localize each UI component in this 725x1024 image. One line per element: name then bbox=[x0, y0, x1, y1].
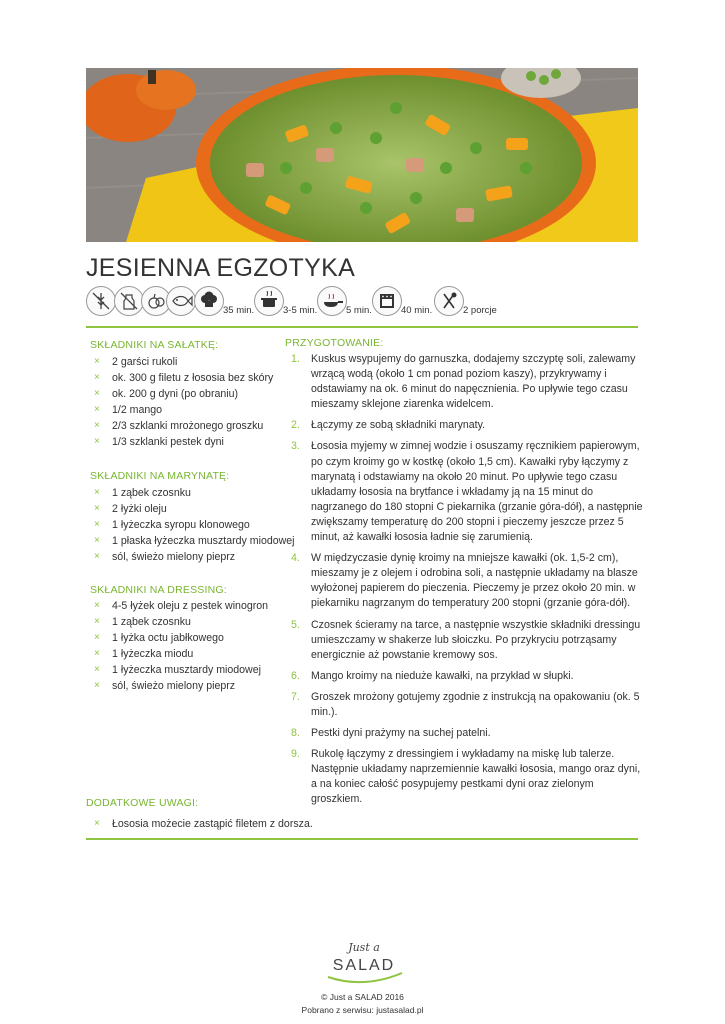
notes-heading: DODATKOWE UWAGI: bbox=[86, 797, 199, 809]
just-a-salad-logo bbox=[322, 937, 406, 989]
no-gluten-icon bbox=[86, 286, 116, 316]
notes-list bbox=[86, 816, 313, 832]
logo-top-text: Just a bbox=[348, 941, 380, 954]
preparation-heading: PRZYGOTOWANIE: bbox=[285, 337, 384, 349]
list-item: × 1 płaska łyżeczka musztardy miodowej bbox=[86, 533, 295, 549]
list-item: × 1 ząbek czosnku bbox=[86, 614, 268, 630]
step-item bbox=[285, 418, 645, 433]
list-item: × 2 łyżki oleju bbox=[86, 501, 295, 517]
step-item bbox=[285, 352, 645, 412]
hero-salad-photo bbox=[86, 68, 638, 242]
list-item: × ok. 300 g filetu z łososia bez skóry bbox=[86, 370, 273, 386]
step-text: Łączymy ze sobą składniki marynaty. bbox=[311, 419, 486, 432]
step-item bbox=[285, 669, 645, 684]
list-item: × 2 garści rukoli bbox=[86, 354, 273, 370]
marinade-ingredients-heading: SKŁADNIKI NA MARYNATĘ: bbox=[90, 470, 230, 482]
step-text: Groszek mrożony gotujemy zgodnie z instrukcją na opakowaniu (ok. 5 min.). bbox=[311, 690, 640, 718]
step-text: Czosnek ścieramy na tarce, a następnie wszystkie składniki dressingu umieszczamy w shakerze lub słoiczku. Po przykryciu potrząsamy energicznie aż powstanie kremowy sos. bbox=[311, 618, 641, 661]
step-item bbox=[285, 618, 645, 663]
list-item: × 2/3 szklanki mrożonego groszku bbox=[86, 418, 273, 434]
salad-ingredients-heading: SKŁADNIKI NA SAŁATKĘ: bbox=[90, 339, 219, 351]
list-item: × 1 ząbek czosnku bbox=[86, 485, 295, 501]
oven-icon bbox=[372, 286, 402, 316]
pot-icon bbox=[254, 286, 284, 316]
list-item: × 1 łyżeczka syropu klonowego bbox=[86, 517, 295, 533]
list-item: × 1 łyżka octu jabłkowego bbox=[86, 630, 268, 646]
cutlery-icon bbox=[434, 286, 464, 316]
step-item bbox=[285, 726, 645, 741]
step-number: 2. bbox=[291, 419, 300, 432]
step-text: W międzyczasie dynię kroimy na mniejsze kawałki (ok. 1,5-2 cm), mieszamy je z olejem i odrobina soli, a następnie układamy na blasze wyłożonej papierem do pieczenia. Pieczemy je przez około 20 min. w piekarniku nagrzanym do temperatury 200 stopni (grzanie góra-dół). bbox=[311, 552, 638, 610]
list-item: × 1/2 mango bbox=[86, 402, 273, 418]
step-number: 4. bbox=[291, 552, 300, 565]
step-text: Pestki dyni prażymy na suchej patelni. bbox=[311, 727, 491, 740]
list-item: × 1 łyżeczka miodu bbox=[86, 646, 268, 662]
pan-icon bbox=[317, 286, 347, 316]
dressing-ingredients-heading: SKŁADNIKI NA DRESSING: bbox=[90, 584, 227, 596]
divider-bottom bbox=[86, 838, 638, 840]
list-item: × 4-5 łyżek oleju z pestek winogron bbox=[86, 598, 268, 614]
dressing-ingredients-list bbox=[86, 598, 268, 694]
no-lactose-icon bbox=[114, 286, 144, 316]
step-number: 6. bbox=[291, 669, 300, 682]
step-text: Łososia myjemy w zimnej wodzie i osuszamy ręcznikiem papierowym, po czym kroimy go w kostkę (około 1,5 cm). Kawałki ryby łączymy z marynatą i odstawiamy na około 20 minut. Po upływie tego czasu układamy łososia na brytfance i wkładamy ją na 15 minut do nagrzanego do 180 stopni C piekarnika (grzanie góra-dół), a następnie zwiększamy temperaturę do 200 stopni i pieczemy jeszcze przez 5 minut, aż kawałki łososia ładnie się zarumienią. bbox=[311, 440, 643, 544]
step-text: Mango kroimy na nieduże kawałki, na przykład w słupki. bbox=[311, 669, 574, 682]
preparation-steps bbox=[285, 352, 645, 814]
step-text: Kuskus wsypujemy do garnuszka, dodajemy szczyptę soli, zalewamy wrzącą wodą (około 1 cm ponad poziom kaszy), przykrywamy i odstawiamy na ok. 6 minut do napęcznienia. Po upływie tego czasu mieszamy sklejone ziarenka widelcem. bbox=[311, 353, 636, 411]
logo-bottom-text: SALAD bbox=[332, 957, 396, 974]
bake-time: 40 min. bbox=[401, 305, 433, 316]
step-number: 3. bbox=[291, 440, 300, 453]
step-number: 1. bbox=[291, 353, 300, 365]
salad-ingredients-list bbox=[86, 354, 273, 450]
step-item bbox=[285, 551, 645, 611]
recipe-title: JESIENNA EGZOTYKA bbox=[86, 254, 356, 282]
step-number: 9. bbox=[291, 748, 300, 761]
prep-time: 35 min. bbox=[223, 305, 255, 316]
fry-time: 5 min. bbox=[346, 305, 372, 316]
list-item: × ok. 200 g dyni (po obraniu) bbox=[86, 386, 273, 402]
copyright-text: © Just a SALAD 2016 bbox=[321, 992, 404, 1002]
recipe-meta-row bbox=[86, 286, 646, 320]
list-item: × sól, świeżo mielony pieprz bbox=[86, 678, 268, 694]
step-item bbox=[285, 747, 645, 807]
list-item: × sól, świeżo mielony pieprz bbox=[86, 549, 295, 565]
marinade-ingredients-list bbox=[86, 485, 295, 565]
chef-hat-icon bbox=[194, 286, 224, 316]
step-text: Rukolę łączymy z dressingiem i wykładamy na miskę lub talerze. Następnie układamy naprzemiennie kawałki łososia, mango oraz dyni, a na koniec całość posypujemy pestkami dyni oraz zielonym groszkiem. bbox=[311, 748, 641, 806]
source-text: Pobrano z serwisu: justasalad.pl bbox=[301, 1005, 424, 1015]
list-item: × 1/3 szklanki pestek dyni bbox=[86, 434, 273, 450]
list-item: × Łososia możecie zastąpić filetem z dorsza. bbox=[86, 816, 313, 832]
step-item bbox=[285, 690, 645, 720]
step-item bbox=[285, 439, 645, 545]
servings: 2 porcje bbox=[463, 305, 497, 316]
boil-time: 3-5 min. bbox=[283, 305, 318, 316]
fish-icon bbox=[166, 286, 196, 316]
step-number: 5. bbox=[291, 618, 300, 631]
step-number: 8. bbox=[291, 727, 300, 740]
step-number: 7. bbox=[291, 690, 300, 703]
divider-top bbox=[86, 326, 638, 328]
list-item: × 1 łyżeczka musztardy miodowej bbox=[86, 662, 268, 678]
